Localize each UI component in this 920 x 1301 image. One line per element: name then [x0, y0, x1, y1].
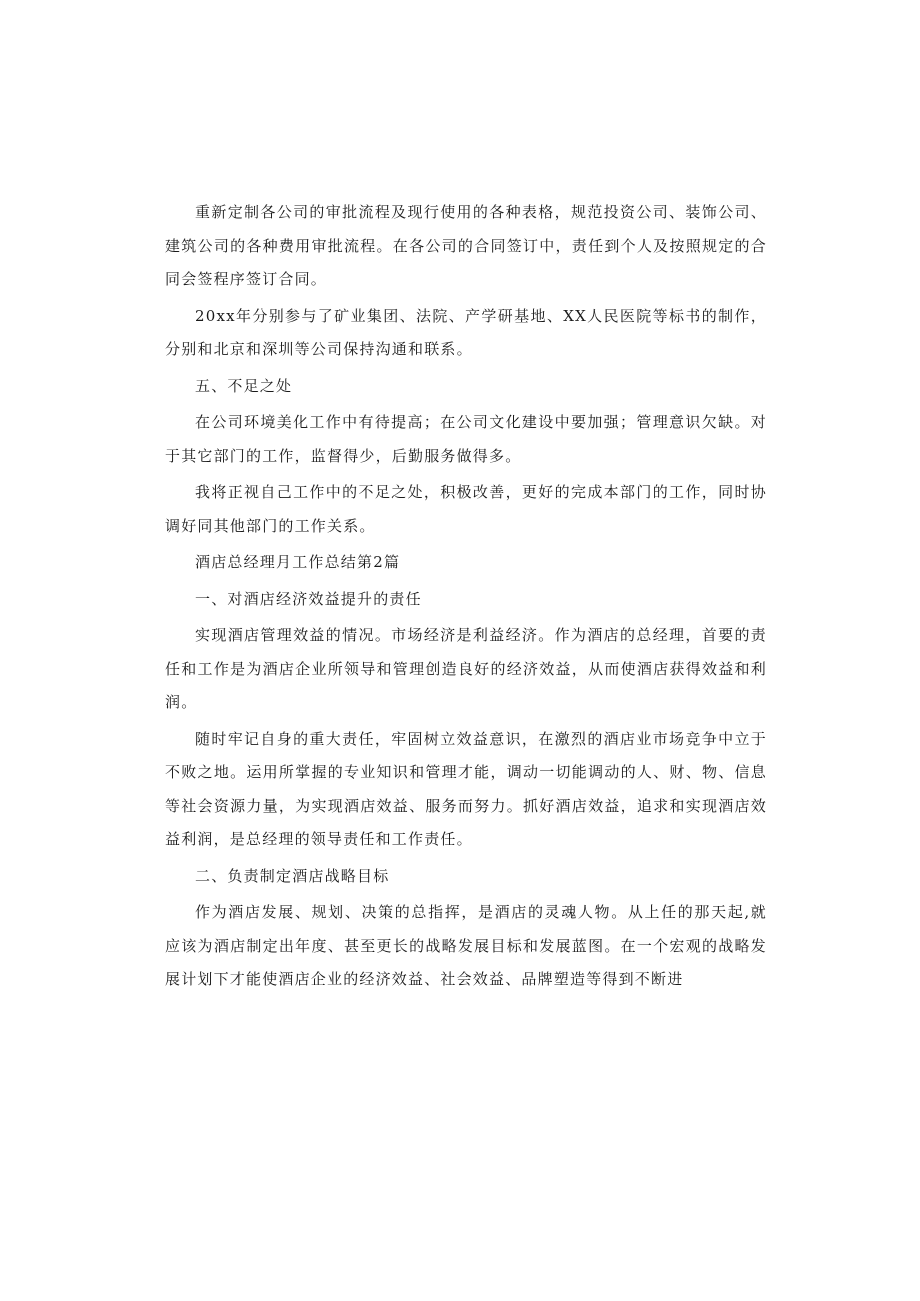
- paragraph-responsibility: 随时牢记自身的重大责任，牢固树立效益意识，在激烈的酒店业市场竞争中立于不败之地。运用所掌握的专业知识和管理才能，调动一切能调动的人、财、物、信息等社会资源力量，为实现酒店效益、服务而努力。抓好酒店效益，追求和实现酒店效益利润，是总经理的领导责任和工作责任。: [165, 729, 767, 848]
- section-heading-shortcomings: 五、不足之处: [195, 376, 293, 395]
- section-heading-economic-responsibility: 一、对酒店经济效益提升的责任: [195, 589, 422, 608]
- document-body: [165, 196, 767, 1000]
- paragraph-shortcomings: 在公司环境美化工作中有待提高；在公司文化建设中要加强；管理意识欠缺。对于其它部门的工作，监督得少，后勤服务做得多。: [165, 413, 767, 465]
- paragraph-improvement: 我将正视自己工作中的不足之处，积极改善，更好的完成本部门的工作，同时协调好同其他部门的工作关系。: [165, 483, 767, 535]
- section-heading-strategy: 二、负责制定酒店战略目标: [195, 866, 390, 885]
- paragraph-bids: 20xx年分别参与了矿业集团、法院、产学研基地、XX人民医院等标书的制作，分别和北京和深圳等公司保持沟通和联系。: [165, 306, 767, 358]
- article-title: 酒店总经理月工作总结第2篇: [195, 553, 401, 571]
- paragraph-approval-process: 重新定制各公司的审批流程及现行使用的各种表格，规范投资公司、装饰公司、建筑公司的各种费用审批流程。在各公司的合同签订中，责任到个人及按照规定的合同会签程序签订合同。: [165, 203, 767, 288]
- paragraph-management-benefit: 实现酒店管理效益的情况。市场经济是利益经济。作为酒店的总经理，首要的责任和工作是为酒店企业所领导和管理创造良好的经济效益，从而使酒店获得效益和利润。: [165, 626, 767, 711]
- paragraph-strategy: 作为酒店发展、规划、决策的总指挥，是酒店的灵魂人物。从上任的那天起,就应该为酒店制定出年度、甚至更长的战略发展目标和发展蓝图。在一个宏观的战略发展计划下才能使酒店企业的经济效益、社会效益、品牌塑造等得到不断进: [165, 903, 767, 988]
